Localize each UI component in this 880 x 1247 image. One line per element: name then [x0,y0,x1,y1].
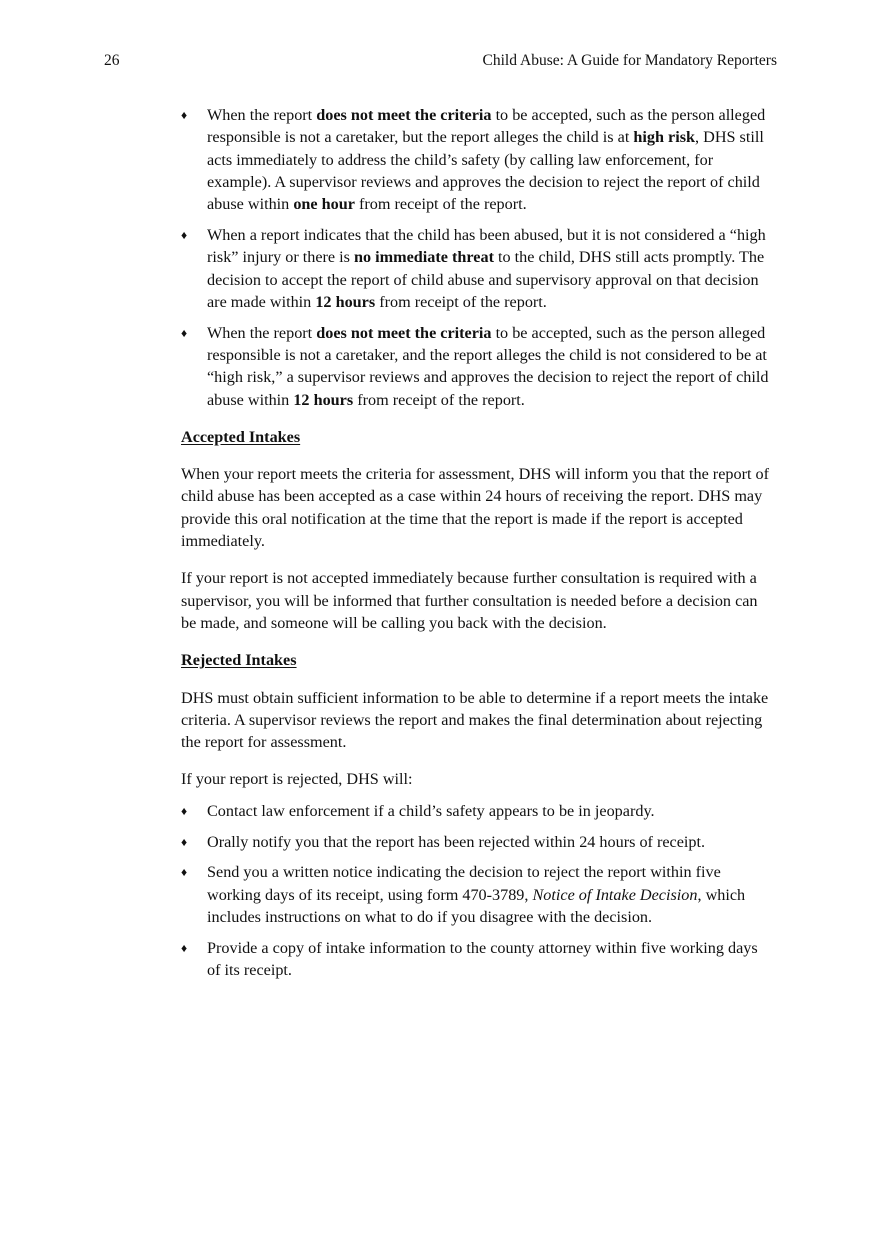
diamond-bullet-icon: ♦ [181,108,188,122]
diamond-bullet-icon: ♦ [181,940,188,955]
list-item: ♦ Send you a written notice indicating the decision to reject the report within five working days of its receipt, using form 470-3789, Notice of Intake Decision, which includes instructions on what to do if you disagree with the decision. [181,863,746,926]
diamond-bullet-icon: ♦ [181,834,188,849]
rejected-paragraph-1: DHS must obtain sufficient information to be able to determine if a report meets the intake criteria. A supervisor reviews the report and makes the final determination about rejecting the report for assessment. [181,688,769,752]
diamond-bullet-icon: ♦ [181,865,188,880]
page-number: 26 [104,52,120,69]
list-item: ♦ Contact law enforcement if a child’s safety appears to be in jeopardy. [181,800,773,822]
diamond-bullet-icon: ♦ [181,227,188,242]
running-title: Child Abuse: A Guide for Mandatory Reporters [482,52,777,69]
accepted-paragraph-2: If your report is not accepted immediately because further consultation is required with a supervisor, you will be informed that further consultation is needed before a decision can be made, and someone will be calling you back with the decision. [181,569,758,632]
rejected-intakes-heading: Rejected Intakes [181,651,297,670]
accepted-intakes-heading: Accepted Intakes [181,427,301,446]
rejection-actions-list [181,800,773,982]
list-item: ♦ When the report does not meet the criteria to be accepted, such as the person alleged responsible is not a caretaker, but the report alleges the child is at high risk, DHS still acts immediately to address the child’s safety (by calling law enforcement, for example). A supervisor reviews and approves the decision to reject the report of child abuse within one hour from receipt of the report. [181,106,766,214]
diamond-bullet-icon: ♦ [181,803,188,818]
list-item: ♦ When the report does not meet the criteria to be accepted, such as the person alleged responsible is not a caretaker, and the report alleges the child is not considered to be at “high risk,” a supervisor reviews and approves the decision to reject the report of child abuse within 12 hours from receipt of the report. [181,323,769,409]
intake-timing-list [181,104,773,411]
form-title: Notice of Intake Decision [532,885,698,904]
page-content [181,104,773,981]
diamond-bullet-icon: ♦ [181,325,188,340]
rejected-paragraph-2: If your report is rejected, DHS will: [181,770,413,789]
list-item: ♦ Orally notify you that the report has been rejected within 24 hours of receipt. [181,831,773,853]
page-header [104,51,777,71]
list-item: ♦ When a report indicates that the child has been abused, but it is not considered a “high risk” injury or there is no immediate threat to the child, DHS still acts promptly. The decision to accept the report of child abuse and supervisory approval on that decision are made within 12 hours from receipt of the report. [181,225,766,311]
list-item: ♦ Provide a copy of intake information to the county attorney within five working days of its receipt. [181,938,758,979]
accepted-paragraph-1: When your report meets the criteria for assessment, DHS will inform you that the report of child abuse has been accepted as a case within 24 hours of receiving the report. DHS may provide this oral notification at the time that the report is made if the report is accepted immediately. [181,465,769,551]
